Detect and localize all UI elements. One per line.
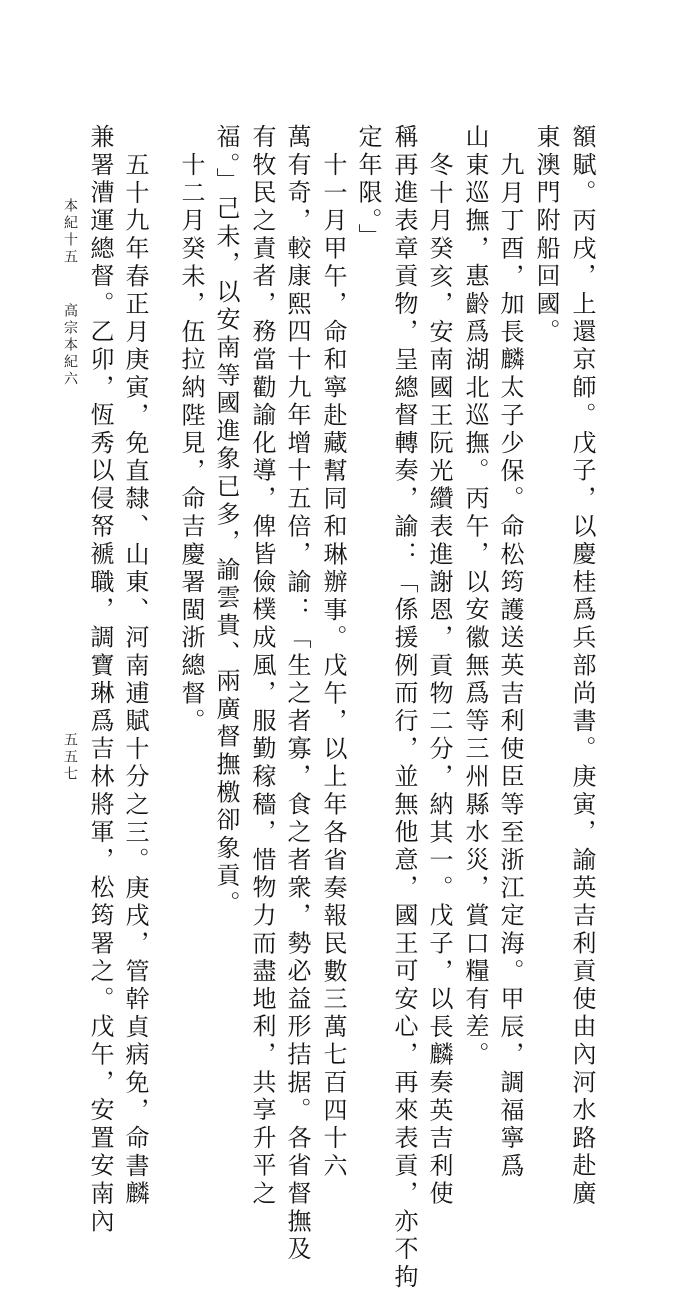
volume-label: 本紀十五 <box>62 198 78 266</box>
text-column-10: 有牧民之責者，務當勸諭化導，俾皆儉樸成風，服勤稼穡，惜物力而盡地利，共享升平之 <box>248 124 276 1209</box>
text-column-11: 福。」己未，以安南等國進象已多，諭雲貴、兩廣督撫檄卻象貢。 <box>212 124 240 919</box>
text-column-5: 冬十月癸亥，安南國王阮光纘表進謝恩，貢物二分，納其一。戊子，以長麟奏英吉利使 <box>425 152 453 1209</box>
text-column-12: 十二月癸未，伍拉納陛見，命吉慶署閩浙總督。 <box>177 152 205 736</box>
text-column-6: 稱再進表章貢物，呈總督轉奏，諭：「係援例而行，並無他意，國王可安心，再來表貢，亦不拘 <box>390 124 418 1292</box>
text-column-14: 兼署漕運總督。乙卯，恆秀以侵帑褫職，調寶琳爲吉林將軍，松筠署之。戊午，安置安南內 <box>86 124 114 1236</box>
text-column-7: 定年限。」 <box>354 124 382 251</box>
text-column-3: 九月丁酉，加長麟太子少保。命松筠護送英吉利使臣等至浙江定海。甲辰，調福寧爲 <box>496 152 524 1181</box>
text-column-9: 萬有奇，較康熙四十九年增十五倍，諭：「生之者寡，食之者衆，勢必益形拮据。各省督撫及 <box>283 124 311 1264</box>
text-column-1: 額賦。丙戌，上還京師。戊子，以慶桂爲兵部尚書。庚寅，諭英吉利貢使由內河水路赴廣 <box>568 124 596 1209</box>
text-column-13: 五十九年春正月庚寅，免直隸、山東、河南逋賦十分之三。庚戌，管幹貞病免，命書麟 <box>121 152 149 1209</box>
text-column-8: 十一月甲午，命和寧赴藏幫同和琳辦事。戊午，以上年各省奏報民數三萬七百四十六 <box>319 152 347 1181</box>
running-head: 高宗本紀六 <box>62 303 78 388</box>
page-number: 五五七 <box>62 732 78 783</box>
text-column-2: 東澳門附船回國。 <box>532 124 560 347</box>
text-column-4: 山東巡撫，惠齡爲湖北巡撫。丙午，以安徽無爲等三州縣水災，賞口糧有差。 <box>461 124 489 1070</box>
